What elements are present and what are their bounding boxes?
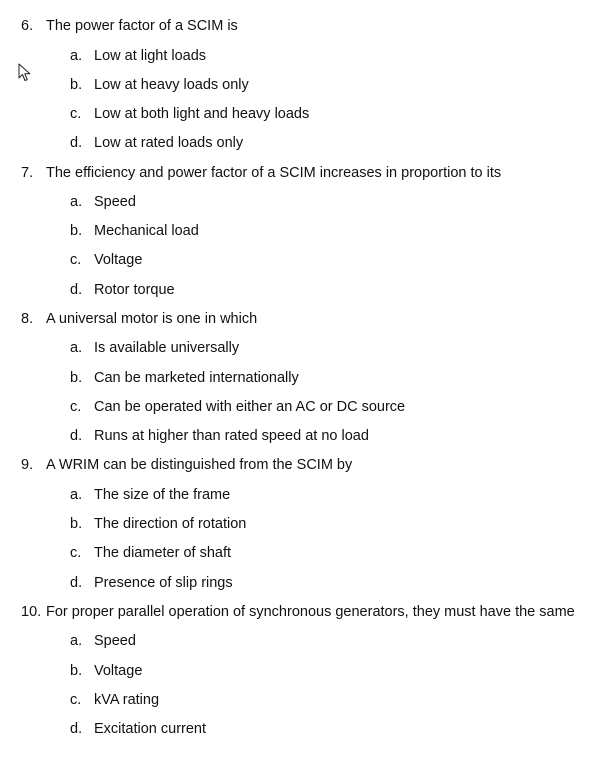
question-number: 8. xyxy=(21,311,34,327)
question-number: 7. xyxy=(21,165,34,181)
option-letter: b. xyxy=(70,77,83,93)
option-letter: c. xyxy=(70,252,82,268)
option-letter: b. xyxy=(70,370,83,386)
option-text: Voltage xyxy=(94,663,143,679)
option-letter: d. xyxy=(70,721,83,737)
option-letter: a. xyxy=(70,194,83,210)
option-text: Speed xyxy=(94,194,136,210)
option-letter: d. xyxy=(70,428,83,444)
option-letter: c. xyxy=(70,399,82,415)
option-text: Low at both light and heavy loads xyxy=(94,106,310,122)
question-text: A universal motor is one in which xyxy=(46,311,258,327)
option-letter: a. xyxy=(70,48,83,64)
mouse-pointer-icon xyxy=(18,63,32,83)
option-text: Presence of slip rings xyxy=(94,575,233,591)
option-text: kVA rating xyxy=(94,692,160,708)
option-text: The size of the frame xyxy=(94,487,231,503)
question-text: The power factor of a SCIM is xyxy=(46,18,238,34)
option-text: Rotor torque xyxy=(94,282,175,298)
option-letter: d. xyxy=(70,282,83,298)
option-text: Excitation current xyxy=(94,721,207,737)
option-text: Can be operated with either an AC or DC source xyxy=(94,399,406,415)
option-text: Speed xyxy=(94,633,136,649)
option-text: Voltage xyxy=(94,252,143,268)
question-text: For proper parallel operation of synchronous generators, they must have the same xyxy=(46,604,575,620)
option-letter: d. xyxy=(70,575,83,591)
option-text: Low at heavy loads only xyxy=(94,77,249,93)
option-text: Runs at higher than rated speed at no load xyxy=(94,428,369,444)
option-letter: d. xyxy=(70,135,83,151)
option-letter: c. xyxy=(70,545,82,561)
option-text: The direction of rotation xyxy=(94,516,247,532)
question-text: A WRIM can be distinguished from the SCIM by xyxy=(46,457,353,473)
option-letter: b. xyxy=(70,223,83,239)
option-text: The diameter of shaft xyxy=(94,545,232,561)
option-text: Is available universally xyxy=(94,340,240,356)
option-letter: a. xyxy=(70,633,83,649)
option-letter: b. xyxy=(70,516,83,532)
question-number: 6. xyxy=(21,18,34,34)
option-text: Low at light loads xyxy=(94,48,207,64)
question-text: The efficiency and power factor of a SCIM increases in proportion to its xyxy=(46,165,502,181)
option-letter: a. xyxy=(70,340,83,356)
option-letter: c. xyxy=(70,692,82,708)
option-text: Mechanical load xyxy=(94,223,199,239)
option-letter: c. xyxy=(70,106,82,122)
option-letter: a. xyxy=(70,487,83,503)
question-number: 10. xyxy=(21,604,42,620)
question-number: 9. xyxy=(21,457,34,473)
option-letter: b. xyxy=(70,663,83,679)
option-text: Can be marketed internationally xyxy=(94,370,299,386)
option-text: Low at rated loads only xyxy=(94,135,244,151)
